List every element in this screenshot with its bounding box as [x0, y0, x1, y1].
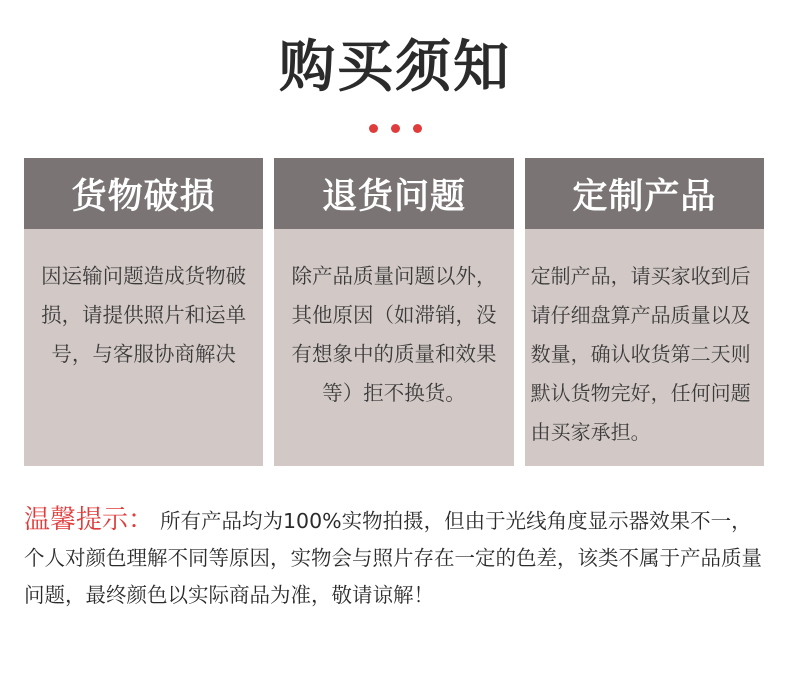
dot-icon [369, 124, 378, 133]
card-heading: 退货问题 [274, 158, 513, 229]
page-title: 购买须知 [279, 35, 511, 100]
decorative-dots [0, 124, 790, 133]
card-heading: 货物破损 [24, 158, 263, 229]
card-damaged-goods [24, 158, 263, 466]
card-text: 除产品质量问题以外，其他原因（如滞销，没有想象中的质量和效果等）拒不换货。 [291, 264, 497, 405]
notice-paragraph [24, 502, 768, 614]
dot-icon [413, 124, 422, 133]
notice-text: 所有产品均为100%实物拍摄，但由于光线角度显示器效果不一，个人对颜色理解不同等原因，实物会与照片存在一定的色差，该类不属于产品质量问题，最终颜色以实际商品为准，敬请谅解！ [24, 509, 762, 607]
card-heading: 定制产品 [525, 158, 764, 229]
card-returns [274, 158, 513, 466]
policy-cards [24, 158, 764, 466]
card-custom-products [525, 158, 764, 466]
notice-label: 温馨提示： [24, 505, 155, 535]
dot-icon [391, 124, 400, 133]
card-text: 定制产品，请买家收到后请仔细盘算产品质量以及数量，确认收货第二天则默认货物完好，任何问题由买家承担。 [530, 264, 751, 444]
card-text: 因运输问题造成货物破损，请提供照片和运单号，与客服协商解决 [41, 264, 247, 366]
